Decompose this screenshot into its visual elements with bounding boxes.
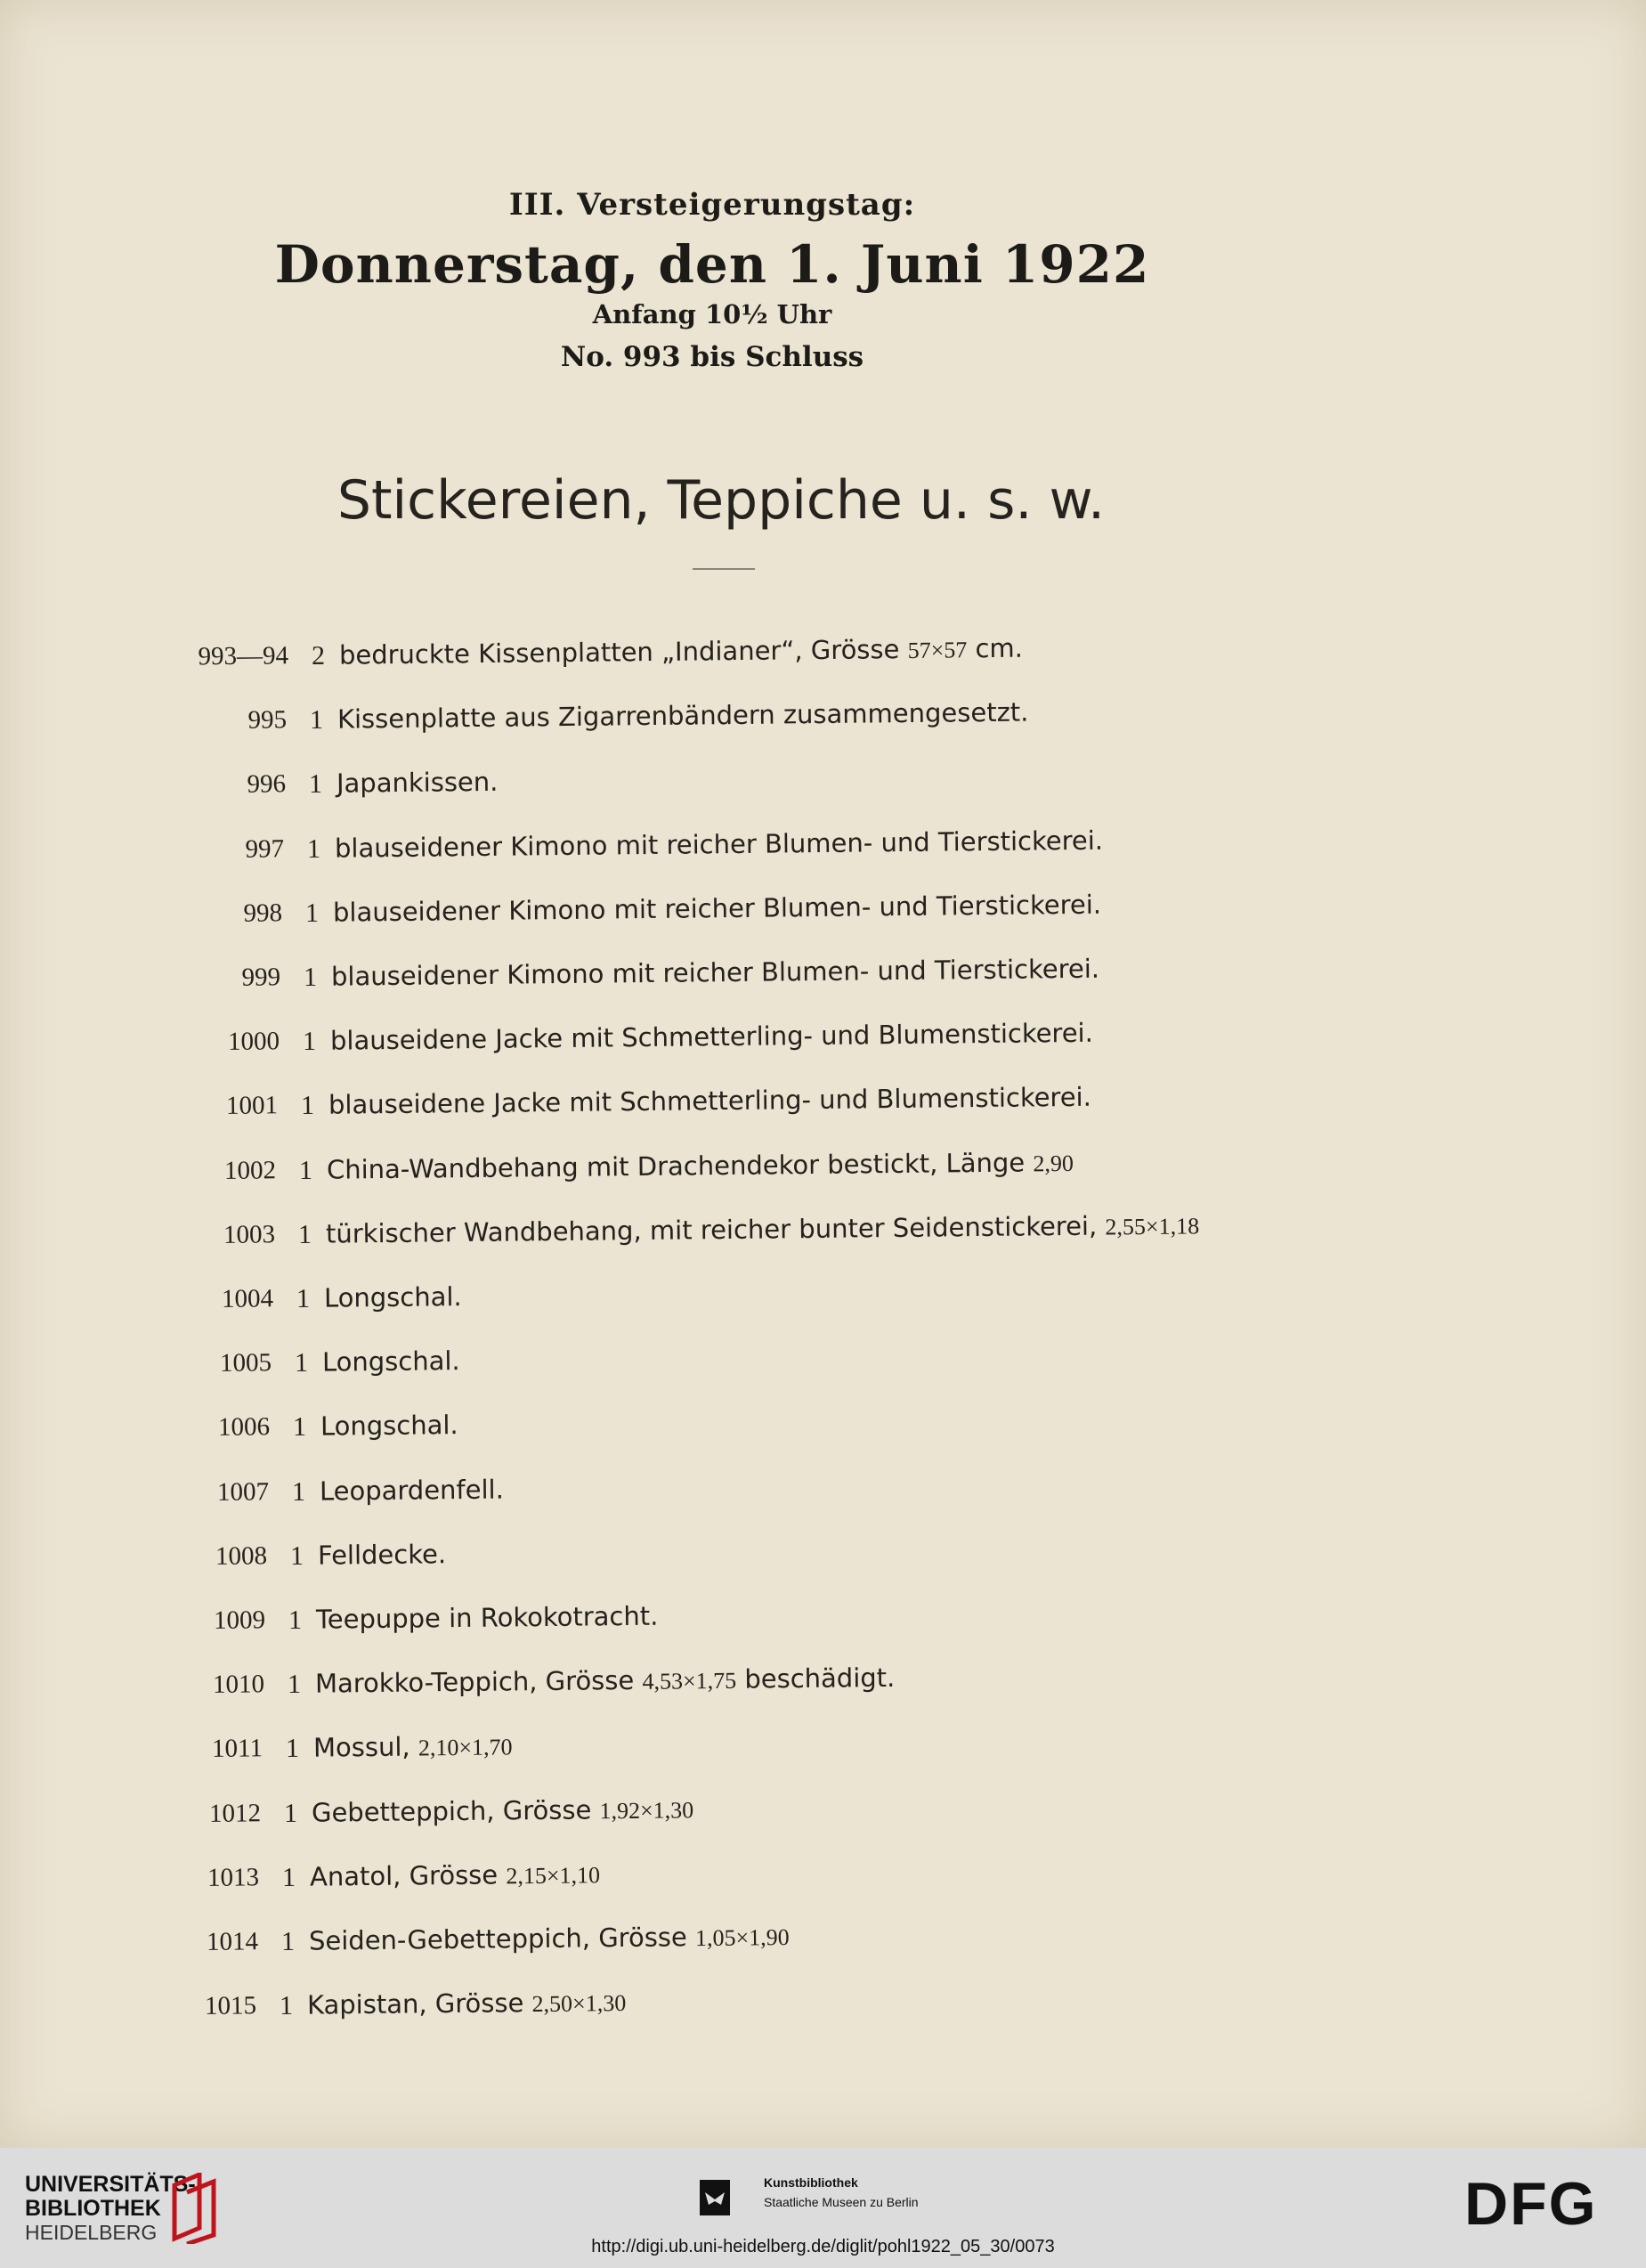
lot-number: 1011 [211,1734,264,1763]
lot-quantity: 1 [289,1540,304,1571]
lot-item [241,947,1100,998]
lot-dimensions: 2,90 [1033,1150,1074,1177]
lot-description: Seiden-Gebetteppich, Grösse [308,1922,696,1956]
section-title: Stickereien, Teppiche u. s. w. [336,469,1106,532]
start-time: Anfang 10½ Uhr [592,299,832,329]
lot-dimensions: 4,53×1,75 [642,1667,737,1695]
digitization-footer [0,2148,1646,2268]
lot-quantity: 1 [288,1605,303,1635]
lot-dimensions: 1,92×1,30 [599,1797,694,1825]
lot-item [216,1468,505,1513]
lot-dimensions: 1,05×1,90 [694,1924,790,1952]
lot-item [219,1339,460,1384]
kb-subtitle: Staatliche Museen zu Berlin [764,2195,919,2209]
ub-emblem-icon [167,2173,224,2244]
lot-quantity: 1 [292,1411,307,1442]
lot-description: blauseidene Jacke mit Schmetterling- und Blumenstickerei. [329,1017,1094,1056]
lot-note: beschädigt. [735,1662,896,1695]
lot-number: 1009 [213,1605,266,1635]
lot-number: 1008 [215,1541,268,1571]
lot-quantity: 1 [303,962,318,992]
lot-dimensions: 57×57 [907,637,968,663]
ub-city: HEIDELBERG [25,2221,158,2244]
lot-quantity: 2 [311,640,326,671]
lot-number: 997 [245,834,285,864]
lot-dimensions: 2,50×1,30 [531,1989,627,2018]
ub-name-line-1: UNIVERSITÄTS- [25,2172,196,2197]
eagle-icon [700,2180,730,2215]
lot-description: blauseidene Jacke mit Schmetterling- und Blumenstickerei. [328,1081,1092,1120]
lot-item [211,1724,513,1769]
lot-range: No. 993 bis Schluss [560,341,864,373]
lot-item [227,1012,1094,1062]
lot-quantity: 1 [294,1347,309,1378]
lot-quantity: 1 [296,1283,311,1313]
lot-description: blauseidener Kimono mit reicher Blumen- und Tierstickerei. [334,825,1104,864]
lot-quantity: 1 [306,833,321,864]
lot-description: China-Wandbehang mit Drachendekor bestickt, Länge [326,1147,1034,1185]
lot-description: Longschal. [323,1281,462,1313]
auction-date-heading: Donnerstag, den 1. Juni 1922 [274,234,1150,295]
lot-item [247,760,499,805]
lot-description: blauseidener Kimono mit reicher Blumen- und Tierstickerei. [330,953,1100,992]
lot-dimensions: 2,15×1,10 [506,1862,601,1890]
lot-number: 1003 [223,1220,276,1249]
lot-quantity: 1 [283,1798,298,1828]
dfg-logo: DFG [1464,2170,1598,2238]
permalink-url[interactable]: http://digi.ub.uni-heidelberg.de/diglit/pohl1922_05_30/0073 [591,2237,1055,2256]
lot-number: 1005 [219,1348,272,1378]
lot-item [223,1141,1074,1191]
lot-item [243,883,1102,934]
lot-quantity: 1 [298,1155,313,1185]
lot-description: türkischer Wandbehang, mit reicher bunter Seidenstickerei, [325,1210,1106,1249]
lot-quantity: 1 [285,1733,300,1763]
lot-description: Anatol, Grösse [309,1859,507,1892]
lot-description: blauseidener Kimono mit reicher Blumen- und Tierstickerei. [332,889,1102,928]
lot-number: 1010 [212,1670,265,1699]
lot-number: 1000 [227,1027,280,1056]
lot-number: 1006 [217,1412,271,1442]
lot-description: Longschal. [320,1410,458,1442]
lot-description: Gebetteppich, Grösse [311,1794,600,1828]
lot-quantity: 1 [280,1926,296,1956]
lot-description: Teepuppe in Rokokotracht. [315,1600,659,1635]
lot-description: Longschal. [321,1345,460,1378]
lot-description: Leopardenfell. [319,1474,505,1507]
lot-description: Marokko-Teppich, Grösse [314,1664,643,1699]
lot-quantity: 1 [304,898,320,928]
lot-item [225,1076,1092,1126]
lot-description: bedruckte Kissenplatten „Indianer“, Grösse [338,633,908,671]
lot-item [221,1275,462,1320]
lot-number: 1002 [223,1156,277,1185]
lot-quantity: 1 [279,1990,294,2020]
lot-dimensions: 2,55×1,18 [1105,1213,1200,1240]
lot-description: Felldecke. [317,1539,447,1571]
lot-number: 995 [247,705,288,735]
lot-item [206,1914,790,1963]
lot-item [212,1656,896,1705]
lot-number: 1012 [208,1799,262,1828]
lot-item [204,1980,627,2027]
lot-number: 1015 [204,1991,257,2020]
lot-number: 998 [243,898,283,928]
lot-item [217,1403,458,1448]
lot-number: 1013 [207,1863,260,1892]
lot-number: 1014 [206,1927,259,1956]
lot-item [208,1787,694,1834]
lot-quantity: 1 [309,704,324,735]
lot-item [215,1532,447,1577]
lot-item [247,691,1029,741]
lot-description: Mossul, [312,1731,419,1763]
lot-number: 996 [247,769,287,799]
lot-note: cm. [967,632,1024,664]
kb-title: Kunstbibliothek [764,2175,858,2190]
lot-description: Japankissen. [336,766,499,799]
lot-description: Kapistan, Grösse [306,1988,532,2020]
lot-number: 1001 [225,1091,279,1120]
lot-number: 1004 [221,1284,274,1313]
lot-quantity: 1 [308,768,323,799]
lot-quantity: 1 [302,1026,317,1056]
lot-description: Kissenplatte aus Zigarrenbändern zusammengesetzt. [336,696,1029,735]
ub-name-line-2: BIBLIOTHEK [25,2196,161,2221]
lot-item [223,1203,1200,1256]
lot-dimensions: 2,10×1,70 [418,1734,513,1761]
lot-item [213,1595,659,1641]
lot-quantity: 1 [287,1669,302,1699]
lot-item [207,1852,601,1898]
lot-item [198,627,1024,677]
lot-quantity: 1 [300,1090,315,1120]
auction-day-heading: III. Versteigerungstag: [508,187,916,223]
lot-quantity: 1 [297,1219,312,1249]
lot-quantity: 1 [281,1862,296,1892]
lot-number: 993—94 [198,641,289,671]
lot-number: 999 [241,963,281,992]
lot-item [245,819,1104,870]
lot-quantity: 1 [291,1476,306,1507]
lot-number: 1007 [216,1477,270,1507]
